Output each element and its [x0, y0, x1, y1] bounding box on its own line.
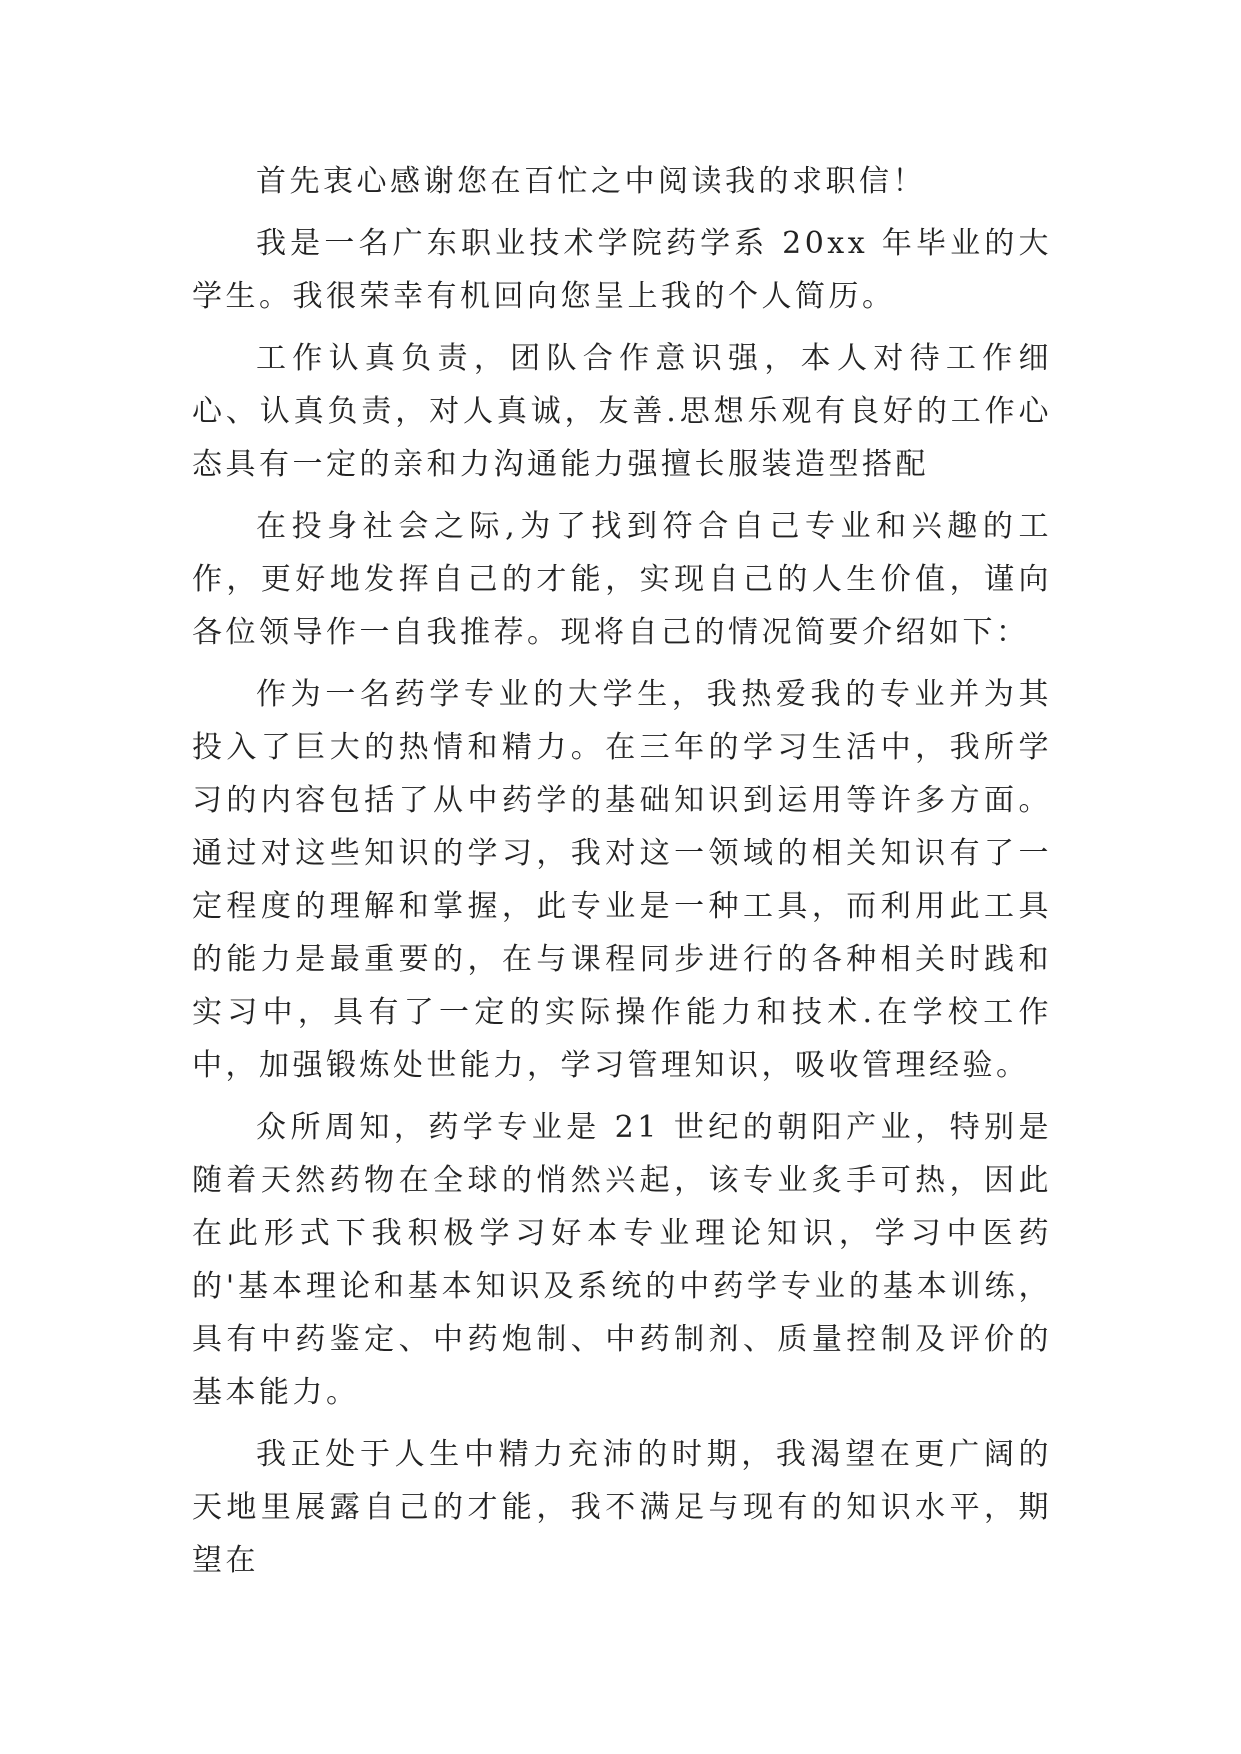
paragraph-studies: 作为一名药学专业的大学生，我热爱我的专业并为其投入了巨大的热情和精力。在三年的学习生活中，我所学习的内容包括了从中药学的基础知识到运用等许多方面。通过对这些知识的学习，我对这一领域的相关知识有了一定程度的理解和掌握，此专业是一种工具，而利用此工具的能力是最重要的，在与课程同步进行的各种相关时践和实习中，具有了一定的实际操作能力和技术.在学校工作中，加强锻炼处世能力，学习管理知识，吸收管理经验。 [192, 677, 1052, 1083]
paragraph-introduction: 我是一名广东职业技术学院药学系 20xx 年毕业的大学生。我很荣幸有机回向您呈上我的个人简历。 [192, 226, 1052, 314]
paragraph-greeting: 首先衷心感谢您在百忙之中阅读我的求职信！ [256, 164, 926, 199]
letter-body [192, 155, 1052, 1587]
paragraph-self-recommendation: 在投身社会之际,为了找到符合自己专业和兴趣的工作，更好地发挥自己的才能，实现自己的人生价值，谨向各位领导作一自我推荐。现将自己的情况简要介绍如下： [192, 509, 1052, 650]
paragraph-industry: 众所周知，药学专业是 21 世纪的朝阳产业，特别是随着天然药物在全球的悄然兴起，该专业炙手可热，因此在此形式下我积极学习好本专业理论知识，学习中医药的'基本理论和基本知识及系统的中药学专业的基本训练，具有中药鉴定、中药炮制、中药制剂、质量控制及评价的基本能力。 [192, 1110, 1052, 1410]
paragraph-aspiration: 我正处于人生中精力充沛的时期，我渴望在更广阔的天地里展露自己的才能，我不满足与现有的知识水平，期望在 [192, 1437, 1052, 1578]
paragraph-work-attitude: 工作认真负责，团队合作意识强，本人对待工作细心、认真负责，对人真诚，友善.思想乐观有良好的工作心态具有一定的亲和力沟通能力强擅长服装造型搭配 [192, 341, 1052, 482]
